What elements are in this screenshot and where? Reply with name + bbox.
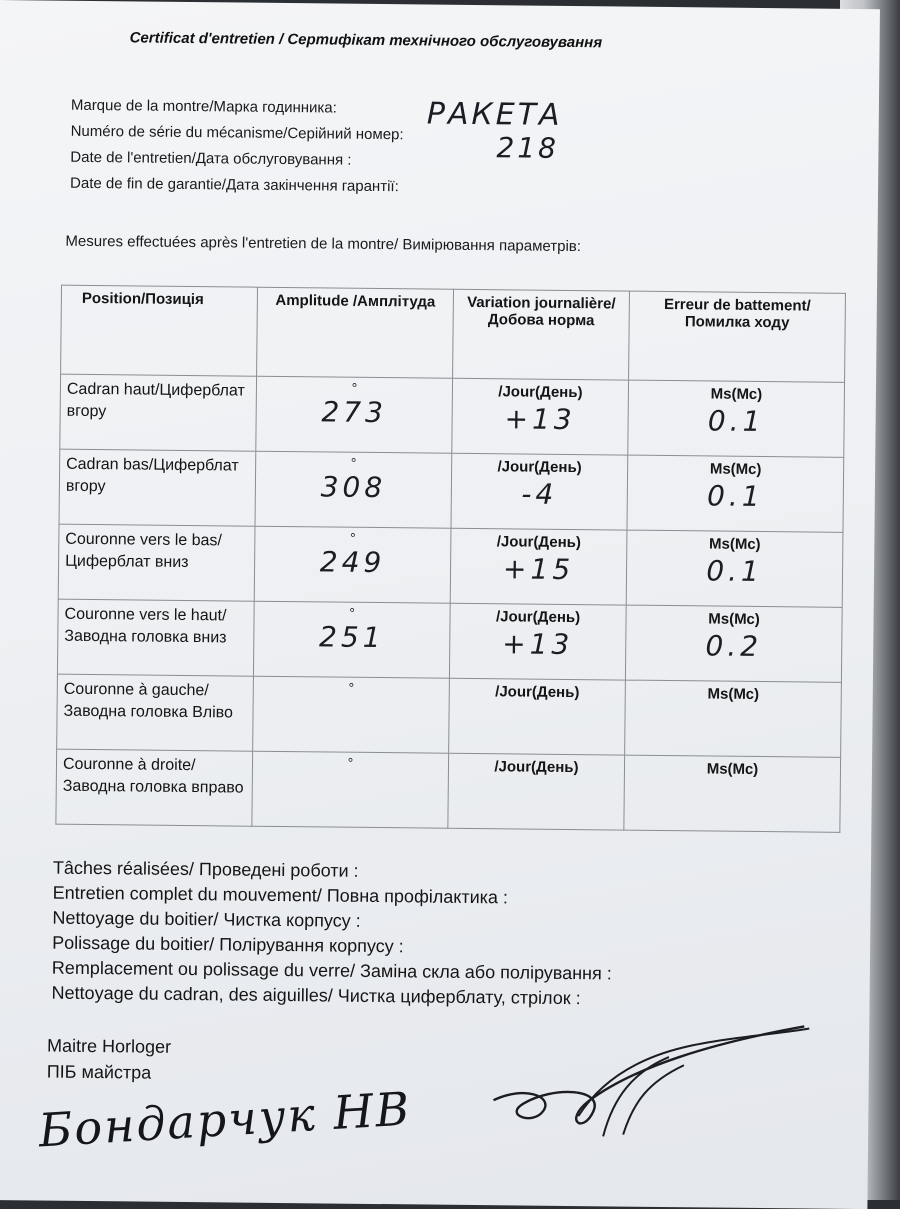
variation-value: -4: [521, 477, 558, 511]
position-cell: Cadran haut/Циферблат вгору: [60, 374, 257, 451]
serial-handwritten-value: 218: [496, 131, 560, 165]
error-value: 0.1: [706, 479, 764, 514]
master-title: Maitre Horloger: [46, 1035, 172, 1057]
variation-cell: [449, 678, 626, 755]
task-line: Remplacement ou polissage du verre/ Заміна скла або полірування :: [51, 957, 612, 984]
variation-cell: [449, 603, 626, 680]
measurements-table: [55, 285, 846, 833]
field-service-date: [70, 149, 351, 169]
amplitude-value: 251: [318, 620, 385, 655]
table-row: [56, 749, 841, 832]
field-label: Numéro de série du mécanisme/Серійний номер:: [70, 122, 404, 144]
error-value: 0.1: [706, 554, 763, 589]
degree-symbol: °: [348, 679, 355, 696]
field-label: Date de fin de garantie/Дата закінчення гарантії:: [69, 174, 399, 196]
header-amplitude: Amplitude /Амплітуда: [257, 287, 454, 378]
signature-scribble: [483, 1015, 814, 1148]
master-name-label: ПІБ майстра: [46, 1061, 152, 1083]
amplitude-value: 308: [320, 470, 387, 505]
amplitude-value: 273: [321, 395, 388, 430]
error-value: [632, 704, 835, 706]
task-line: Nettoyage du boitier/ Чистка корпусу :: [52, 907, 361, 931]
variation-value: [456, 702, 619, 704]
amplitude-cell: [253, 601, 450, 678]
variation-cell: [451, 453, 628, 530]
error-value: 0.1: [707, 404, 765, 439]
amplitude-cell: [252, 751, 449, 828]
error-unit: Ms(Мс): [706, 760, 759, 778]
signature-name: Бондарчук НВ: [37, 1081, 413, 1158]
task-line: Tâches réalisées/ Проведені роботи :: [52, 857, 359, 881]
measures-intro: Mesures effectuées après l'entretien de la montre/ Вимірювання параметрів:: [65, 232, 582, 256]
error-cell: [628, 380, 845, 457]
field-warranty-end: [70, 175, 399, 195]
error-cell: [624, 755, 841, 832]
task-line: Polissage du boitier/ Полірування корпусу :: [52, 932, 404, 957]
table-row: [57, 599, 842, 682]
error-cell: [625, 680, 842, 757]
amplitude-value: 249: [319, 545, 386, 580]
amplitude-cell: [254, 526, 451, 603]
table-row: [58, 524, 843, 607]
field-brand: [71, 97, 337, 117]
position-cell: Couronne vers le haut/Заводна головка вниз: [57, 599, 254, 676]
table-row: [57, 674, 842, 757]
variation-unit: /Jour(День): [497, 458, 582, 477]
variation-value: +15: [502, 552, 575, 587]
error-cell: [627, 455, 844, 532]
field-label: Date de l'entretien/Дата обслуговування :: [70, 148, 352, 169]
amplitude-cell: [253, 676, 450, 753]
error-unit: Ms(Мс): [709, 535, 761, 553]
error-value: 0.2: [705, 629, 763, 664]
master-block: [47, 1033, 172, 1086]
task-line: Entretien complet du mouvement/ Повна профілактика :: [52, 882, 509, 908]
error-unit: Ms(Мс): [709, 460, 762, 478]
table-row: [60, 374, 845, 457]
field-serial: [71, 123, 404, 143]
variation-cell: [448, 753, 625, 830]
error-cell: [625, 605, 842, 682]
position-cell: Couronne vers le bas/Циферблат вниз: [58, 524, 255, 601]
variation-cell: [452, 378, 629, 455]
variation-unit: /Jour(День): [496, 533, 582, 552]
field-label: Marque de la montre/Марка годинника:: [70, 96, 337, 117]
variation-unit: /Jour(День): [495, 608, 581, 627]
position-cell: Cadran bas/Циферблат вгору: [59, 449, 256, 526]
degree-symbol: °: [349, 529, 356, 546]
degree-symbol: °: [350, 454, 357, 471]
task-line: Nettoyage du cadran, des aiguilles/ Чистка циферблату, стрілок :: [51, 982, 581, 1009]
variation-unit: /Jour(День): [494, 758, 579, 777]
variation-value: [455, 777, 618, 779]
error-cell: [626, 530, 843, 607]
variation-value: +13: [504, 402, 576, 437]
position-cell: Couronne à droite/Заводна головка вправо: [56, 749, 253, 826]
error-unit: Ms(Мс): [710, 385, 763, 404]
brand-handwritten-value: РАКЕТА: [426, 96, 563, 133]
variation-unit: /Jour(День): [498, 383, 583, 402]
degree-symbol: °: [351, 379, 358, 396]
header-position: Position/Позиція: [61, 285, 258, 376]
position-cell: Couronne à gauche/ Заводна головка Вліво: [57, 674, 254, 751]
table-header-row: [61, 285, 846, 382]
amplitude-cell: [256, 376, 453, 453]
variation-value: +13: [502, 627, 574, 662]
degree-symbol: °: [349, 604, 355, 621]
tasks-list: [51, 856, 613, 1012]
header-error: Erreur de battement/Помилка ходу: [629, 291, 846, 382]
error-unit: Ms(Мс): [708, 610, 760, 628]
error-unit: Ms(Мс): [707, 685, 760, 703]
variation-cell: [450, 528, 627, 605]
header-variation: Variation journalière/Добова норма: [453, 289, 630, 380]
amplitude-cell: [255, 451, 452, 528]
error-value: [631, 779, 834, 781]
table-row: [59, 449, 844, 532]
variation-unit: /Jour(День): [495, 683, 580, 702]
degree-symbol: °: [347, 754, 354, 771]
page-title: Certificat d'entretien / Сертифікат технічного обслуговування: [129, 29, 603, 52]
